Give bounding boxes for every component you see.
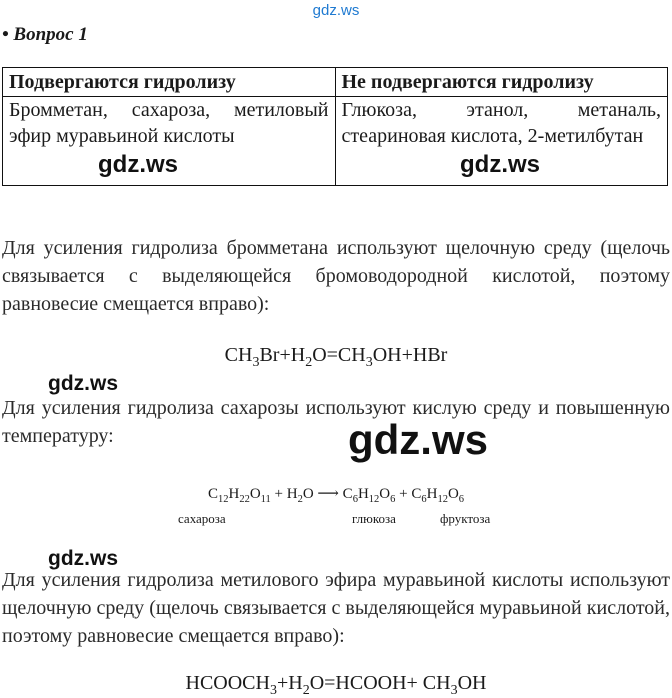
label-fructose: фруктоза [440, 511, 491, 526]
watermark-table-left: gdz.ws [98, 151, 179, 178]
watermark-table-right: gdz.ws [460, 151, 541, 178]
watermark-paragraph3: gdz.ws [48, 547, 119, 570]
watermark-paragraph2: gdz.ws [48, 372, 119, 395]
watermark-top: gdz.ws [312, 2, 360, 19]
paragraph-bromomethane: Для усиления гидролиза бромметана используют щелочную среду (щелочь связывается с выделяющейся бромоводородной кислотой, поэтому равновесие смещается вправо): [2, 237, 670, 315]
formula-methyl-formate: $HCOOCH_3+H_2O=HCOOH+ CH_3OH$ [185, 672, 487, 698]
question-title: • Вопрос 1 [2, 24, 88, 45]
label-glucose: глюкоза [352, 511, 396, 526]
table-header-not-hydrolyzed: Не подвергаются гидролизу [335, 68, 668, 97]
table-header-hydrolyzed: Подвергаются гидролизу [3, 68, 336, 97]
paragraph-methyl-formate: Для усиления гидролиза метилового эфира муравьиной кислоты используют щелочную среду (щелочь связывается с выделяющейся муравьиной кислотой, поэтому равновесие смещается вправо): [2, 569, 670, 647]
table-cell-not-hydrolyzed: Глюкоза, этанол, метаналь, стеариновая кислота, 2-метилбутан [335, 97, 668, 186]
formula-bromomethane: $CH_3Br+H_2O=CH_3OH+HBr$ [224, 344, 448, 370]
formula-sucrose-hydrolysis: $C_{12}H_{22}O_{11} + H_2O$ ⟶ $C_6H_{12}O_6 + C_6H_{12}O_6$ [207, 486, 465, 505]
table-cell-hydrolyzed: Бромметан, сахароза, метиловый эфир муравьиной кислоты [3, 97, 336, 186]
watermark-big-center: gdz.ws [348, 416, 489, 463]
paragraph-sucrose: Для усиления гидролиза сахарозы используют кислую среду и повышенную температуру: [2, 397, 670, 447]
label-sucrose: сахароза [178, 511, 226, 526]
